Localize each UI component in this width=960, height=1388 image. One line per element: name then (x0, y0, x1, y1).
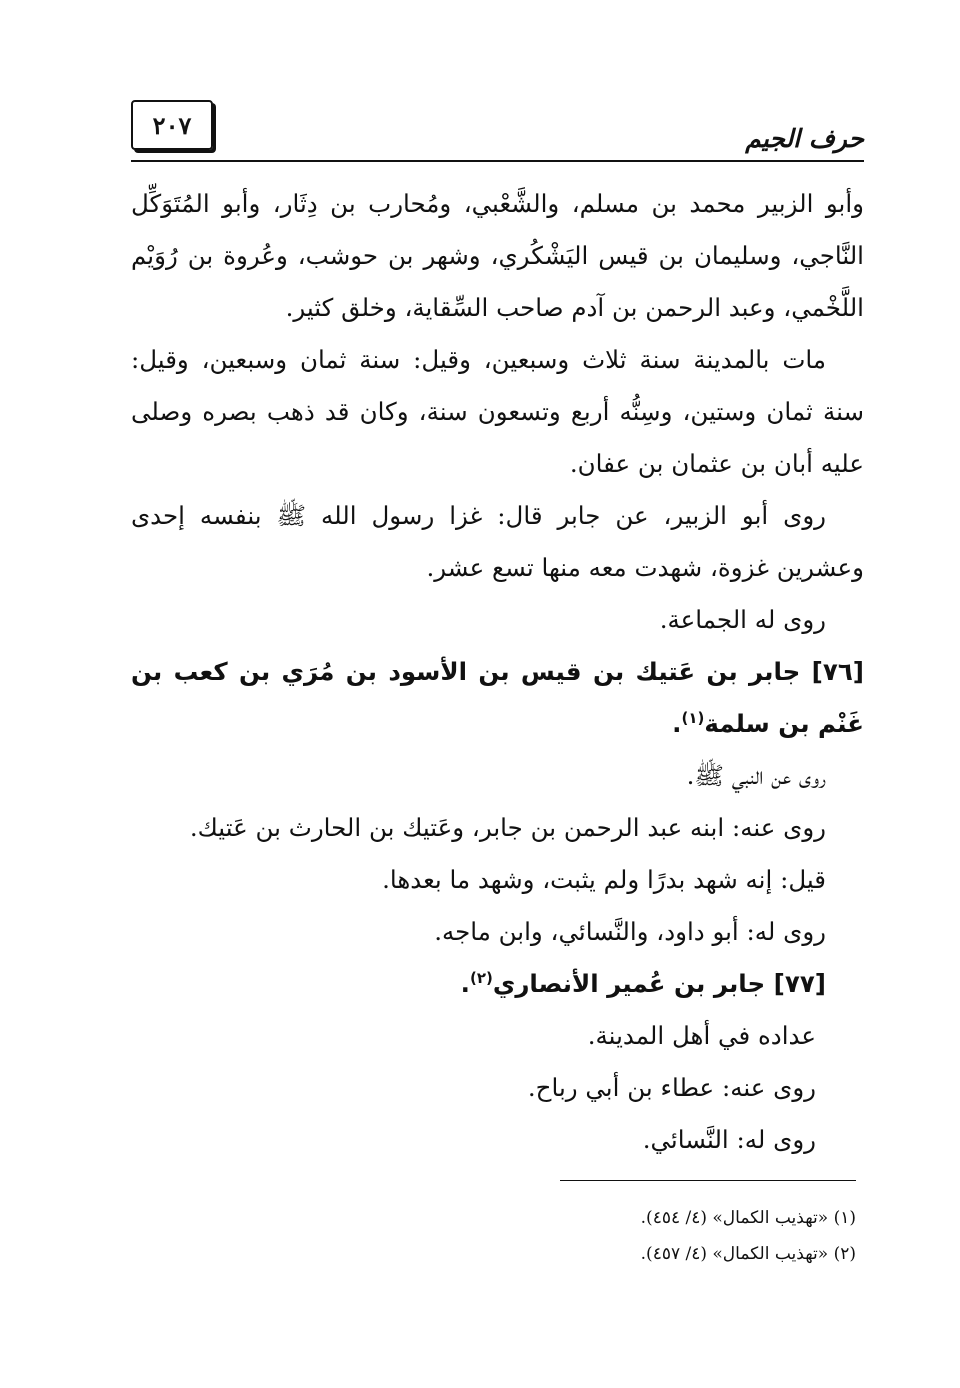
header-rule (131, 160, 864, 162)
entry-end-77: . (460, 969, 470, 998)
entry-76-line-2: روى عنه: ابنه عبد الرحمن بن جابر، وعَتيك بن الحارث بن عَتيك. (189, 813, 826, 842)
entry-end-76: . (672, 709, 682, 738)
entry-77-line-3: روى له: النَّسائي. (642, 1125, 816, 1154)
entry-number-77: [٧٧] (773, 969, 826, 998)
entry-76-line-4: روى له: أبو داود، والنَّسائي، وابن ماجه. (434, 917, 826, 946)
chapter-title: حرف الجيم (745, 124, 864, 153)
entry-77-line-1: عداده في أهل المدينة. (587, 1021, 816, 1050)
entry-heading-77 (131, 958, 864, 1010)
paragraph-students-list: وأبو الزبير محمد بن مسلم، والشَّعْبي، ومُحارب بن دِثَار، وأبو المُتَوَكِّل النَّاجي، وسليمان بن قيس اليَشْكُري، وشهر بن حوشب، وعُروة بن رُوَيْم اللَّخْمي، وعبد الرحمن بن آدم صاحب السِّقاية، وخلق كثير. (131, 189, 864, 322)
footnotes (641, 1200, 856, 1272)
footnote-ref-1: (١) (681, 708, 705, 727)
entry-name-76: جابر بن عَتيك بن قيس بن الأسود بن مُرَي بن كعب بن غَنْم بن سلمة (131, 657, 864, 738)
entry-76-line-1: روى عن النبي ﷺ. (686, 761, 826, 790)
entry-number-76: [٧٦] (811, 657, 864, 686)
footnote-2: (٢) «تهذيب الكمال» (٤/ ٤٥٧). (640, 1244, 856, 1264)
footnote-ref-2: (٢) (469, 968, 493, 987)
page-number-box (131, 100, 213, 150)
paragraph-narrated-by: روى له الجماعة. (659, 605, 826, 634)
footnote-1: (١) «تهذيب الكمال» (٤/ ٤٥٤). (640, 1208, 856, 1228)
entry-77-line-2: روى عنه: عطاء بن أبي رباح. (527, 1073, 816, 1102)
page-number: ٢٠٧ (152, 110, 192, 140)
entry-heading-76 (131, 646, 864, 750)
entry-76-line-3: قيل: إنه شهد بدرًا ولم يثبت، وشهد ما بعدها. (382, 865, 826, 894)
paragraph-hadith: روى أبو الزبير، عن جابر قال: غزا رسول الله ﷺ بنفسه إحدى وعشرين غزوة، شهدت معه منها تسع عشر. (131, 501, 864, 582)
body-text (131, 178, 864, 1166)
paragraph-death: مات بالمدينة سنة ثلاث وسبعين، وقيل: سنة ثمان وسبعين، وقيل: سنة ثمان وستين، وسِنُّه أربع وتسعون سنة، وكان قد ذهب بصره وصلى عليه أبان بن عثمان بن عفان. (131, 345, 864, 478)
footnote-separator (560, 1180, 856, 1181)
entry-name-77: جابر بن عُمير الأنصاري (492, 969, 766, 998)
